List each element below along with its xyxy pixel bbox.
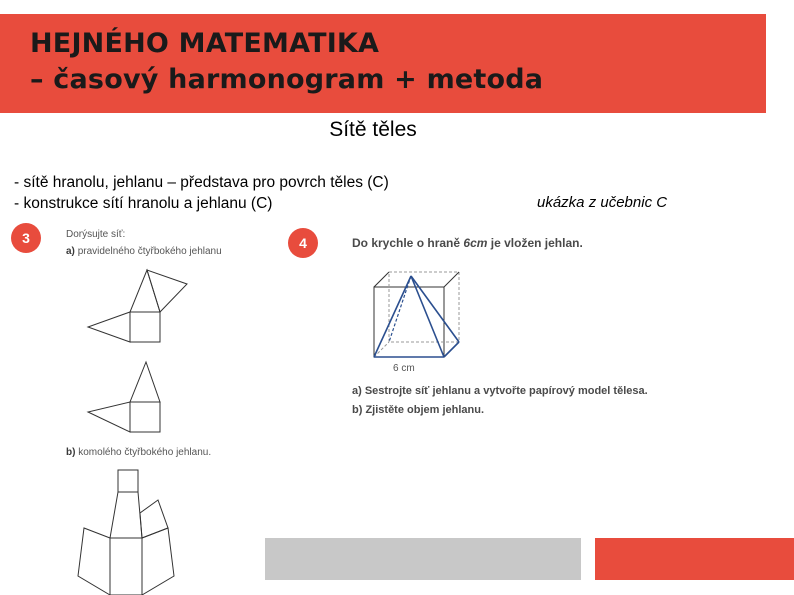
task-4-a-marker: a) bbox=[352, 385, 362, 397]
task-3-item-a bbox=[66, 246, 222, 257]
task-4-b-text: Zjistěte objem jehlanu. bbox=[365, 404, 485, 416]
task-3-item-b bbox=[66, 447, 211, 458]
task-3-b-text: komolého čtyřbokého jehlanu. bbox=[78, 447, 212, 458]
task-4-a-text: Sestrojte síť jehlanu a vytvořte papírový model tělesa. bbox=[364, 385, 648, 397]
task-4-edge-value: 6cm bbox=[463, 236, 488, 250]
footer-red-bar bbox=[595, 538, 794, 580]
pyramid-net-figure-2 bbox=[80, 352, 200, 447]
task-3-prompt bbox=[66, 229, 125, 240]
title-line-2: – časový harmonogram + metoda bbox=[30, 64, 544, 95]
example-caption: ukázka z učebnic C bbox=[537, 194, 668, 211]
task-3-badge bbox=[11, 223, 41, 253]
task-4-item-b bbox=[352, 404, 484, 416]
slide-title bbox=[30, 26, 543, 98]
bullet-item-1: - sítě hranolu, jehlanu – představa pro povrch těles (C) bbox=[14, 174, 389, 191]
pyramid-net-figure-1 bbox=[80, 260, 200, 360]
task-4-item-a bbox=[352, 385, 648, 397]
footer-gray-bar bbox=[265, 538, 581, 580]
task-3-prompt-text: Dorýsujte síť: bbox=[66, 229, 126, 240]
cube-pyramid-figure bbox=[364, 262, 468, 366]
cube-edge-label: 6 cm bbox=[393, 363, 415, 374]
task-4-prompt-start: Do krychle o hraně bbox=[352, 236, 461, 250]
task-4-badge bbox=[288, 228, 318, 258]
task-3-a-text: pravidelného čtyřbokého jehlanu bbox=[77, 246, 222, 257]
task-4-number: 4 bbox=[299, 235, 307, 251]
title-line-1: HEJNÉHO MATEMATIKA bbox=[30, 28, 380, 59]
task-3-b-marker: b) bbox=[66, 447, 76, 458]
bullet-item-2: - konstrukce sítí hranolu a jehlanu (C) bbox=[14, 195, 273, 212]
task-4-b-marker: b) bbox=[352, 404, 363, 416]
task-4-prompt-end: je vložen jehlan. bbox=[490, 236, 583, 250]
task-3-number: 3 bbox=[22, 230, 30, 246]
bullet-list bbox=[14, 172, 389, 214]
task-3-a-marker: a) bbox=[66, 246, 75, 257]
task-4-prompt bbox=[352, 236, 583, 250]
frustum-net-figure bbox=[70, 458, 220, 595]
slide-subtitle: Sítě těles bbox=[329, 118, 417, 141]
